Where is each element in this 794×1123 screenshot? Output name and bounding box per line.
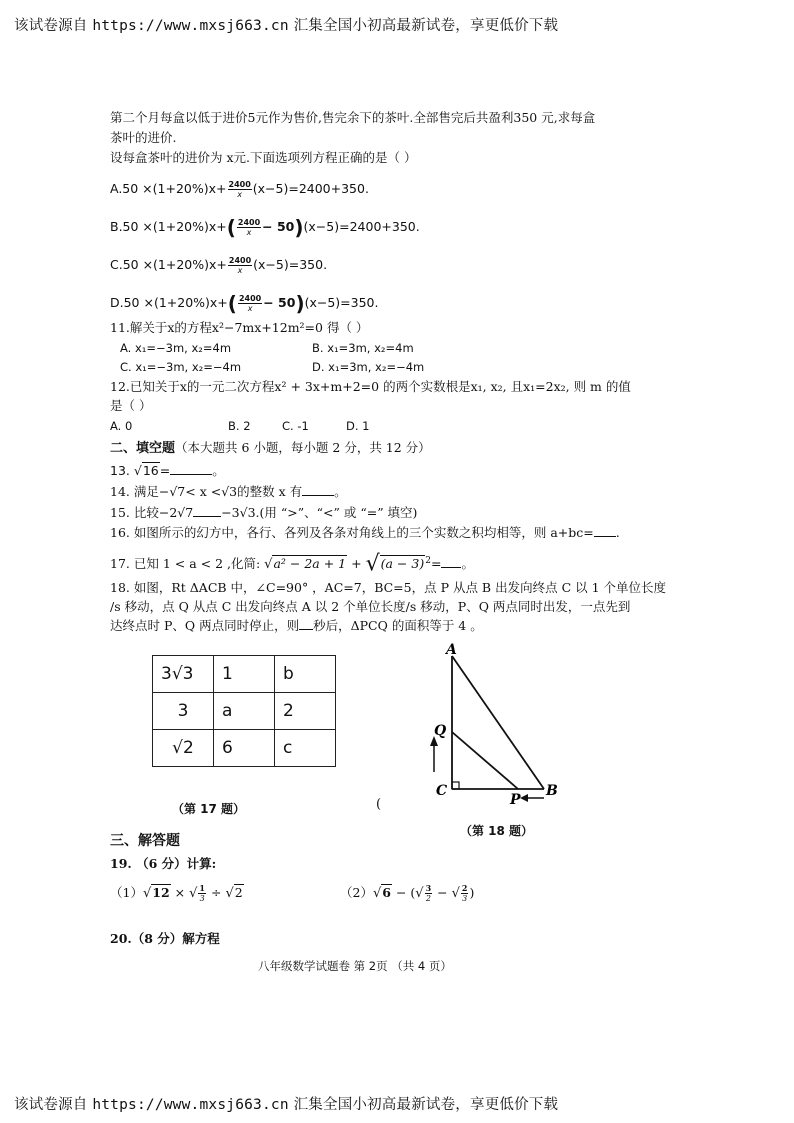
side-ab [452, 656, 544, 789]
q12-option-d: D. 1 [346, 419, 370, 433]
q19-part2: （2）√6 − (√ $\frac{3}{2}$ − √ $\frac{2}{3}$ ) [340, 883, 475, 903]
label-a: A [446, 642, 457, 658]
label-c: C [436, 783, 448, 799]
q12-option-c: C. -1 [282, 419, 309, 433]
q10-option-b: B.50 ×(1+20%)x+( $\frac{2400}{x}$ − 50)(x−5)=2400+350. [110, 215, 420, 240]
right-angle-mark [452, 782, 459, 789]
fraction: $\frac{2}{3}$ [461, 883, 468, 903]
table-row [153, 693, 336, 730]
table-cell: 2 [275, 693, 336, 730]
page-footer: 八年级数学试题卷 第 2页 （共 4 页） [258, 959, 452, 973]
q10-option-d: D.50 ×(1+20%)x+( $\frac{2400}{x}$ − 50)(x−5)=350. [110, 291, 379, 316]
label-q: Q [434, 723, 447, 739]
q11-option-d: D. x₁=3m, x₂=−4m [312, 360, 425, 374]
q11-option-c: C. x₁=−3m, x₂=−4m [120, 360, 242, 374]
q12-option-b: B. 2 [228, 419, 251, 433]
table-cell: 3√3 [153, 656, 214, 693]
fraction: $\frac{3}{2}$ [425, 883, 432, 903]
q10-stem-line1: 第二个月每盒以低于进价5元作为售价,售完余下的茶叶.全部售完后共盈利350 元,求每盒 [110, 110, 596, 125]
bottom-banner [14, 1093, 558, 1114]
q12-option-a: A. 0 [110, 419, 133, 433]
table-cell: 6 [214, 730, 275, 767]
q11-option-b: B. x₁=3m, x₂=4m [312, 341, 414, 355]
table-row [153, 730, 336, 767]
arrow-left-icon [520, 794, 528, 802]
banner-suffix: 汇集全国小初高最新试卷，享更低价下载 [293, 18, 559, 34]
q12-stem-line1: 12.已知关于x的一元二次方程x² + 3x+m+2=0 的两个实数根是x₁, x₂, 且x₁=2x₂, 则 m 的值 [110, 379, 631, 394]
q11-option-a: A. x₁=−3m, x₂=4m [120, 341, 232, 355]
q18-line1: 18. 如图，Rt ΔACB 中，∠C=90° ，AC=7，BC=5，点 P 从点 B 出发向终点 C 以 1 个单位长度 [110, 580, 667, 595]
q17: 17. 已知 1 < a < 2 ,化简: $√a^2 - 2a + 1 + √(a - 3)^2=$ 。 [110, 551, 474, 577]
segment-qp [452, 732, 518, 789]
figure18-caption: （第 18 题） [460, 824, 534, 838]
q19-stem: 19. （6 分）计算: [110, 856, 217, 871]
q18-line3: 达终点时 P、Q 两点同时停止，则 秒后，ΔPCQ 的面积等于 4 。 [110, 618, 483, 633]
q10-stem-line3: 设每盒茶叶的进价为 x元.下面选项列方程正确的是（ ） [110, 150, 417, 165]
q12-stem-line2: 是（ ） [110, 398, 152, 413]
top-banner [14, 14, 558, 35]
q13: 13. √16= 。 [110, 463, 225, 478]
table-cell: c [275, 730, 336, 767]
fraction: $\frac{2400}{x}$ [238, 294, 262, 313]
table-cell: √2 [153, 730, 214, 767]
q10-option-a: A.50 ×(1+20%)x+ $\frac{2400}{x}$ (x−5)=2400+350. [110, 180, 369, 199]
triangle-diagram [420, 640, 570, 815]
magic-square-table [152, 655, 336, 767]
q10-stem-line2: 茶叶的进价. [110, 130, 177, 145]
stray-paren: ( [376, 797, 382, 812]
q15: 15. 比较−2√7 −3√3.(用 “>”、“<” 或 “=” 填空) [110, 505, 418, 520]
banner-url[interactable]: https://www.mxsj663.cn [92, 18, 289, 34]
fraction: $\frac{2400}{x}$ [228, 256, 252, 275]
fraction: $\frac{1}{3}$ [199, 883, 205, 903]
fraction: $\frac{2400}{x}$ [228, 180, 251, 199]
q11-stem: 11.解关于x的方程x²−7mx+12m²=0 得（ ） [110, 320, 369, 335]
figure17-caption: （第 17 题） [172, 802, 246, 816]
section3-heading: 三、解答题 [110, 833, 180, 849]
label-p: P [510, 792, 521, 808]
banner-prefix: 该试卷源自 [14, 18, 88, 34]
banner-url[interactable]: https://www.mxsj663.cn [92, 1097, 289, 1113]
q20-stem: 20.（8 分）解方程 [110, 931, 220, 946]
section2-heading: 二、填空题（本大题共 6 小题，每小题 2 分，共 12 分） [110, 440, 431, 456]
table-cell: 3 [153, 693, 214, 730]
banner-suffix: 汇集全国小初高最新试卷，享更低价下载 [293, 1097, 559, 1113]
q18-line2: /s 移动，点 Q 从点 C 出发向终点 A 以 2 个单位长度/s 移动，P、Q 两点同时出发，一点先到 [110, 599, 631, 614]
label-b: B [546, 783, 558, 799]
fraction: $\frac{2400}{x}$ [237, 218, 261, 237]
q19-part1: （1）√12 × √ $\frac{1}{3}$ ÷ √2 [110, 883, 243, 903]
table-cell: a [214, 693, 275, 730]
q14: 14. 满足−√7< x <√3的整数 x 有 。 [110, 484, 347, 499]
table-cell: b [275, 656, 336, 693]
table-row [153, 656, 336, 693]
table-cell: 1 [214, 656, 275, 693]
q16: 16. 如图所示的幻方中，各行、各列及各条对角线上的三个实数之积均相等，则 a+bc= . [110, 525, 620, 540]
banner-prefix: 该试卷源自 [14, 1097, 88, 1113]
q10-option-c: C.50 ×(1+20%)x+ $\frac{2400}{x}$ (x−5)=350. [110, 256, 328, 275]
